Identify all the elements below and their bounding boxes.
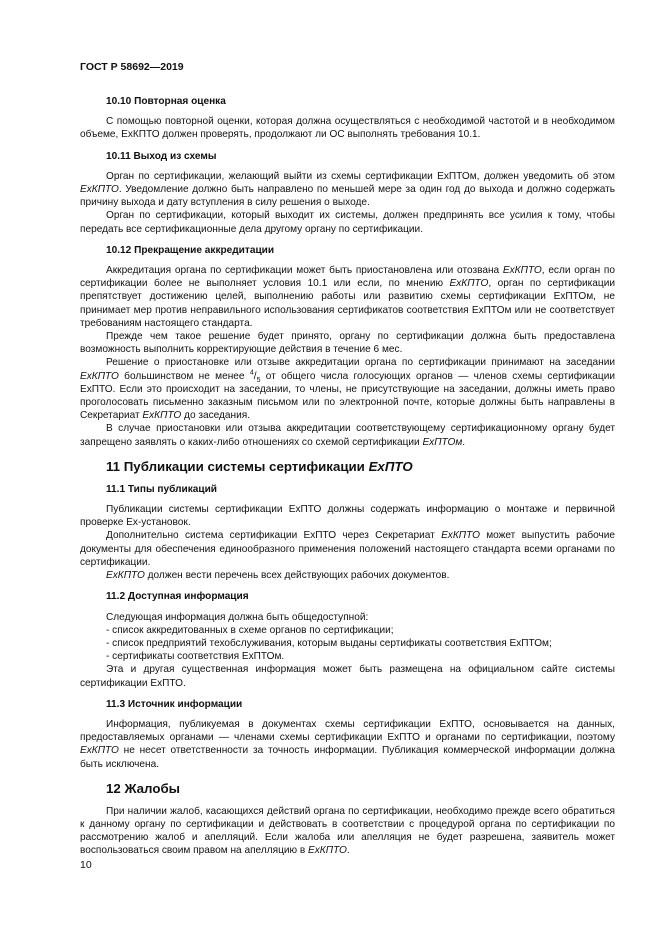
fraction-numerator: 4	[249, 369, 254, 377]
list-item: - список предприятий техобслуживания, которым выданы сертификаты соответствия ExПТОм;	[106, 637, 552, 649]
paragraph: Аккредитация органа по сертификации может быть приостановлена или отозвана ExКПТО, если орган по сертификации более не выполняет условия 10.1 или если, по мнению ExКПТО, орган по сертификации препятствует достижению целей, выполнению работы или развитию схемы сертификации ExПТОм, не принимает мер против неправильного использования сертификатов соответствия ExПТОм или не соответствует требованиям настоящего стандарта.	[80, 265, 615, 329]
paragraph: Прежде чем такое решение будет принято, органу по сертификации должна быть предоставлена возможность выполнить корректирующие действия в течение 6 мес.	[80, 331, 615, 356]
paragraph: Публикации системы сертификации ExПТО должны содержать информацию о монтаже и первичной проверке Ex-установок.	[80, 504, 615, 529]
paragraph: Орган по сертификации, желающий выйти из схемы сертификации ExПТОм, должен уведомить об этом ExКПТО. Уведомление должно быть направлено по меньшей мере за один год до выхода и должно содержать причину выхода и дату вступления в силу решения о выходе.	[80, 170, 615, 209]
section-10-11-heading: 10.11 Выход из схемы	[106, 150, 217, 162]
paragraph: Эта и другая существенная информация может быть размещена на официальном сайте системы сертификации ExПТО.	[80, 664, 615, 689]
paragraph: Следующая информация должна быть общедоступной:	[106, 611, 369, 623]
paragraph: С помощью повторной оценки, которая должна осуществляться с необходимой частотой и в необходимом объеме, ExКПТО должен проверять, продолжают ли ОС выполнять требования 10.1.	[80, 116, 615, 141]
section-10-10-heading: 10.10 Повторная оценка	[106, 96, 226, 107]
section-11-3-heading: 11.3 Источник информации	[106, 698, 243, 710]
section-11-heading: 11 Публикации системы сертификации ExПТО	[106, 458, 413, 474]
page-number: 10	[80, 859, 92, 871]
paragraph: Орган по сертификации, который выходит их системы, должен предпринять все усилия к тому, чтобы передать все сертификационные дела другому органу по сертификации.	[80, 210, 615, 235]
paragraph: Информация, публикуемая в документах схемы сертификации ExПТО, основывается на данных, предоставляемых органами — членами схемы сертификации ExПТО и органами по сертификации, поэтому ExКПТО не несет ответственности за точность информации. Публикация коммерческой информации должна быть исключена.	[80, 718, 615, 770]
list-item: - список аккредитованных в схеме органов по сертификации;	[106, 624, 394, 636]
paragraph: Дополнительно система сертификации ExПТО через Секретариат ExКПТО может выпустить рабочие документы для обеспечения единообразного применения положений настоящего стандарта всеми органами по сертификации.	[80, 530, 616, 568]
paragraph: При наличии жалоб, касающихся действий органа по сертификации, необходимо прежде всего обратиться к данному органу по сертификации и действовать в соответствии с процедурой органа по сертификации по рассмотрению жалоб и апелляций. Если жалоба или апелляция не будет разрешена, заявитель может воспользоваться своим правом на апелляцию в ExКПТО.	[80, 805, 615, 857]
list-item: - сертификаты соответствия ExПТОм.	[106, 651, 285, 663]
section-10-12-heading: 10.12 Прекращение аккредитации	[106, 244, 275, 256]
standard-id-header: ГОСТ Р 58692—2019	[80, 61, 184, 73]
section-12-heading: 12 Жалобы	[106, 780, 181, 796]
fraction-denominator: 5	[256, 376, 261, 384]
page-content	[80, 95, 615, 858]
paragraph: В случае приостановки или отзыва аккредитации соответствующему сертификационному органу будет запрещено заявлять о каких-либо отношениях со схемой сертификации ExПТОм.	[80, 423, 615, 448]
paragraph: Решение о приостановке или отзыве аккредитации органа по сертификации принимают на заседании ExКПТО большинством не менее $^4/_5$ от общего числа голосующих органов — членов схемы сертификации ExПТО. Если это происходит на заседании, то члены, не присутствующие на заседании, должны иметь право проголосовать письменно заказным письмом или по электронной почте, которые должны быть направлены в Секретариат ExКПТО до заседания.	[80, 357, 615, 422]
section-11-1-heading: 11.1 Типы публикаций	[106, 483, 217, 495]
paragraph: ExКПТО должен вести перечень всех действующих рабочих документов.	[106, 570, 450, 582]
section-11-2-heading: 11.2 Доступная информация	[106, 591, 249, 603]
